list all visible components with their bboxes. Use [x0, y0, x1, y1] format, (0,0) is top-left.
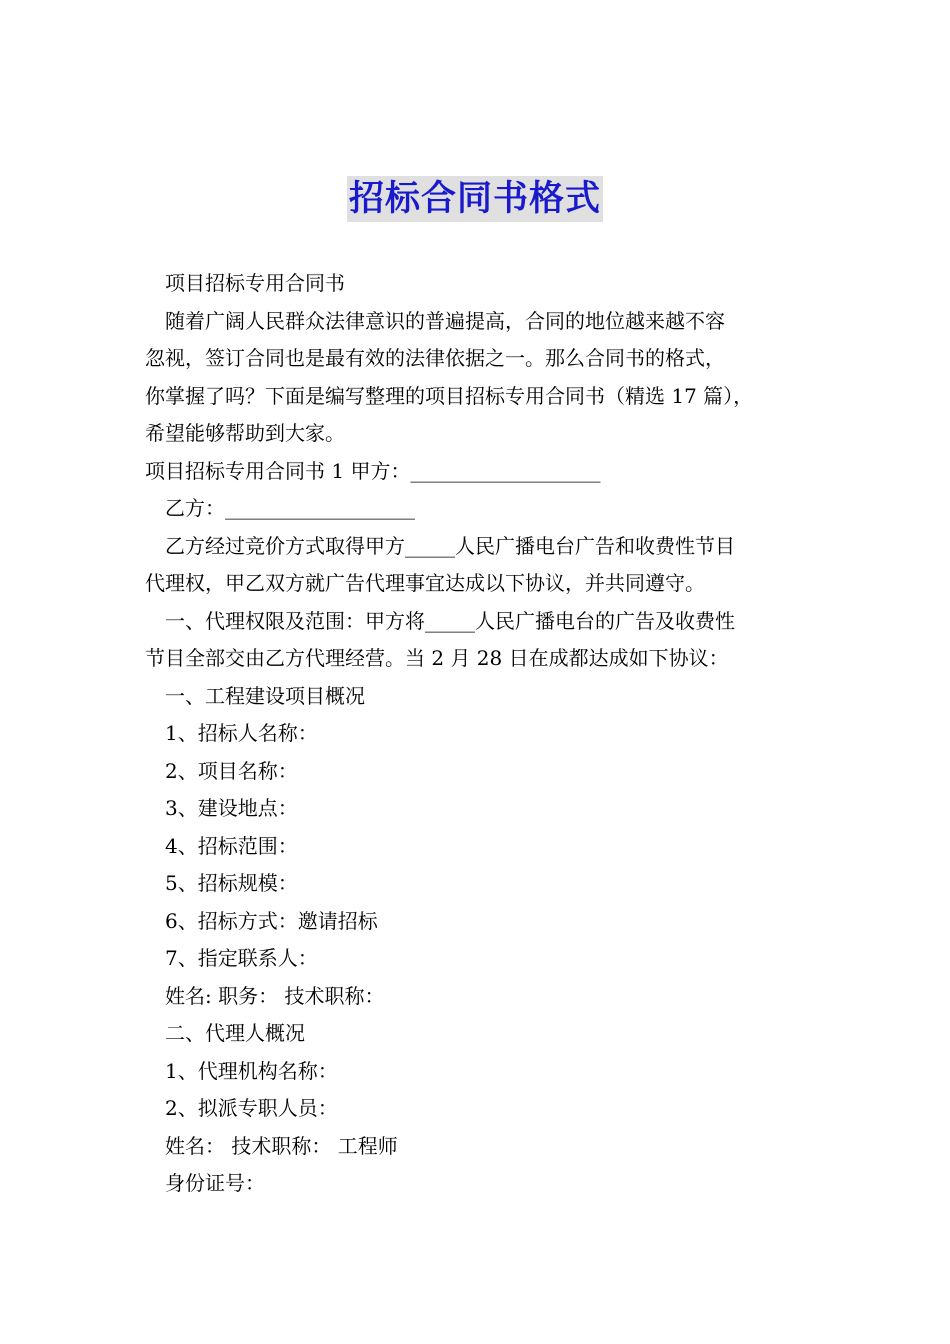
body-line: 项目招标专用合同书 — [165, 271, 345, 295]
body-line: 随着广阔人民群众法律意识的普遍提高，合同的地位越来越不容 — [165, 308, 725, 333]
body-line: 二、代理人概况 — [165, 1021, 305, 1045]
body-line: 你掌握了吗？下面是编写整理的项目招标专用合同书（精选 17 篇）， — [145, 383, 754, 408]
body-line: 项目招标专用合同书 1 甲方：___________________ — [145, 458, 601, 483]
body-line: 2、拟派专职人员： — [165, 1096, 338, 1120]
body-line: 乙方经过竞价方式取得甲方_____人民广播电台广告和收费性节目 — [165, 533, 735, 558]
body-line: 节目全部交由乙方代理经营。当 2 月 28 日在成都达成如下协议： — [145, 646, 729, 670]
body-line: 1、招标人名称： — [165, 721, 318, 745]
body-line: 一、工程建设项目概况 — [165, 683, 365, 708]
body-line: 3、建设地点： — [165, 796, 298, 820]
title-container — [0, 176, 950, 222]
body-line: 6、招标方式：邀请招标 — [165, 908, 378, 933]
body-line: 姓名: 职务： 技术职称： — [165, 983, 385, 1008]
document-body — [145, 265, 825, 1203]
document-title: 招标合同书格式 — [347, 176, 603, 222]
body-line: 忽视，签订合同也是最有效的法律依据之一。那么合同书的格式， — [145, 346, 725, 370]
body-line: 乙方：___________________ — [165, 496, 415, 520]
body-line: 7、指定联系人： — [165, 946, 318, 970]
body-line: 希望能够帮助到大家。 — [145, 421, 345, 445]
body-line: 一、代理权限及范围：甲方将_____人民广播电台的广告及收费性 — [165, 608, 735, 633]
body-line: 1、代理机构名称： — [165, 1058, 338, 1083]
body-line: 2、项目名称： — [165, 758, 298, 783]
body-line: 4、招标范围： — [165, 833, 298, 858]
body-line: 身份证号： — [165, 1171, 265, 1195]
body-line: 姓名： 技术职称： 工程师 — [165, 1133, 398, 1158]
body-line: 代理权，甲乙双方就广告代理事宜达成以下协议，并共同遵守。 — [145, 571, 705, 595]
body-line: 5、招标规模： — [165, 871, 298, 895]
